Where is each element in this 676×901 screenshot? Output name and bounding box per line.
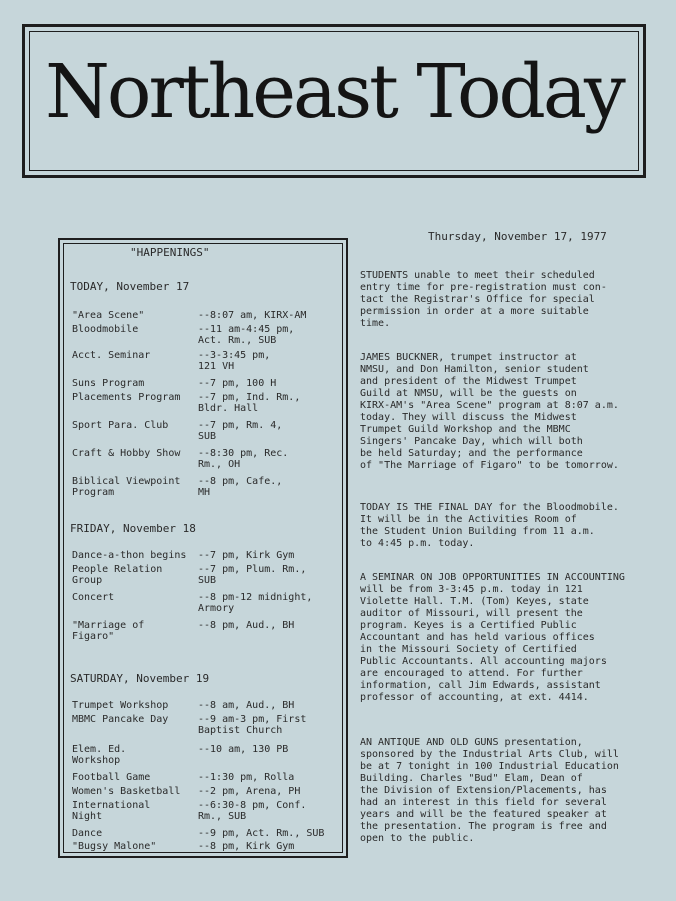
- event-name: "Area Scene": [72, 310, 145, 321]
- event-name: MBMC Pancake Day: [72, 714, 169, 725]
- event-time: --9 pm, Act. Rm., SUB: [198, 828, 325, 839]
- event-time: --3-3:45 pm, 121 VH: [198, 350, 271, 372]
- event-name: Acct. Seminar: [72, 350, 151, 361]
- event-name: Sport Para. Club: [72, 420, 169, 431]
- event-name: People Relation Group: [72, 564, 163, 586]
- article-accounting-seminar: A SEMINAR ON JOB OPPORTUNITIES IN ACCOUNTING will be from 3-3:45 p.m. today in 121 Violette Hall. T.M. (Tom) Keyes, state auditor of Missouri, will present the program. Keyes is a Certified Public Accountant and has held various offices in the Missouri Society of Certified Public Accountants. All accounting majors are encouraged to attend. For further information, call Jim Edwards, assistant professor of accounting, at ext. 4414.: [360, 572, 625, 703]
- event-time: --1:30 pm, Rolla: [198, 772, 295, 783]
- event-name: Biblical Viewpoint Program: [72, 476, 181, 498]
- event-name: Elem. Ed. Workshop: [72, 744, 127, 766]
- event-time: --10 am, 130 PB: [198, 744, 289, 755]
- newsletter-title: Northeast Today: [45, 49, 623, 135]
- event-name: Suns Program: [72, 378, 145, 389]
- event-time: --9 am-3 pm, First Baptist Church: [198, 714, 307, 736]
- event-name: International Night: [72, 800, 151, 822]
- event-name: Bloodmobile: [72, 324, 139, 335]
- event-time: --11 am-4:45 pm, Act. Rm., SUB: [198, 324, 295, 346]
- event-time: --8 pm, Cafe., MH: [198, 476, 283, 498]
- event-time: --8:07 am, KIRX-AM: [198, 310, 307, 321]
- happenings-box: [58, 238, 348, 858]
- event-time: --8 pm, Aud., BH: [198, 620, 295, 631]
- event-name: Concert: [72, 592, 115, 603]
- dateline: Thursday, November 17, 1977: [428, 230, 607, 243]
- event-time: --7 pm, Kirk Gym: [198, 550, 295, 561]
- event-time: --8:30 pm, Rec. Rm., OH: [198, 448, 289, 470]
- event-name: "Bugsy Malone": [72, 841, 157, 852]
- article-preregistration: STUDENTS unable to meet their scheduled entry time for pre-registration must con- tact the Registrar's Office for special permission in order at a more suitable time.: [360, 270, 607, 329]
- event-time: --6:30-8 pm, Conf. Rm., SUB: [198, 800, 307, 822]
- event-name: Women's Basketball: [72, 786, 181, 797]
- event-time: --7 pm, 100 H: [198, 378, 277, 389]
- article-antique-guns: AN ANTIQUE AND OLD GUNS presentation, sponsored by the Industrial Arts Club, will be at 7 tonight in 100 Industrial Education Building. Charles "Bud" Elam, Dean of the Division of Extension/Placements, has had an interest in this field for several years and will be the featured speaker at the presentation. The program is free and open to the public.: [360, 737, 619, 844]
- masthead: [22, 24, 646, 178]
- event-time: --2 pm, Arena, PH: [198, 786, 301, 797]
- event-time: --8 pm, Kirk Gym: [198, 841, 295, 852]
- day-heading-friday: FRIDAY, November 18: [70, 522, 196, 535]
- event-name: Football Game: [72, 772, 151, 783]
- event-time: --7 pm, Ind. Rm., Bldr. Hall: [198, 392, 301, 414]
- day-heading-today: TODAY, November 17: [70, 280, 190, 293]
- event-name: "Marriage of Figaro": [72, 620, 145, 642]
- event-time: --8 am, Aud., BH: [198, 700, 295, 711]
- event-name: Placements Program: [72, 392, 181, 403]
- event-name: Dance: [72, 828, 103, 839]
- article-trumpet-guests: JAMES BUCKNER, trumpet instructor at NMSU, and Don Hamilton, senior student and president of the Midwest Trumpet Guild at NMSU, will be the guests on KIRX-AM's "Area Scene" program at 8:07 a.m. today. They will discuss the Midwest Trumpet Guild Workshop and the MBMC Singers' Pancake Day, which will both be held Saturday; and the performance of "The Marriage of Figaro" to be tomorrow.: [360, 352, 619, 471]
- day-heading-saturday: SATURDAY, November 19: [70, 672, 210, 685]
- event-name: Dance-a-thon begins: [72, 550, 187, 561]
- article-bloodmobile: TODAY IS THE FINAL DAY for the Bloodmobile. It will be in the Activities Room of the Student Union Building from 11 a.m. to 4:45 p.m. today.: [360, 502, 619, 549]
- event-name: Craft & Hobby Show: [72, 448, 181, 459]
- happenings-title: "HAPPENINGS": [130, 246, 210, 259]
- event-name: Trumpet Workshop: [72, 700, 169, 711]
- event-time: --7 pm, Rm. 4, SUB: [198, 420, 283, 442]
- event-time: --8 pm-12 midnight, Armory: [198, 592, 313, 614]
- event-time: --7 pm, Plum. Rm., SUB: [198, 564, 307, 586]
